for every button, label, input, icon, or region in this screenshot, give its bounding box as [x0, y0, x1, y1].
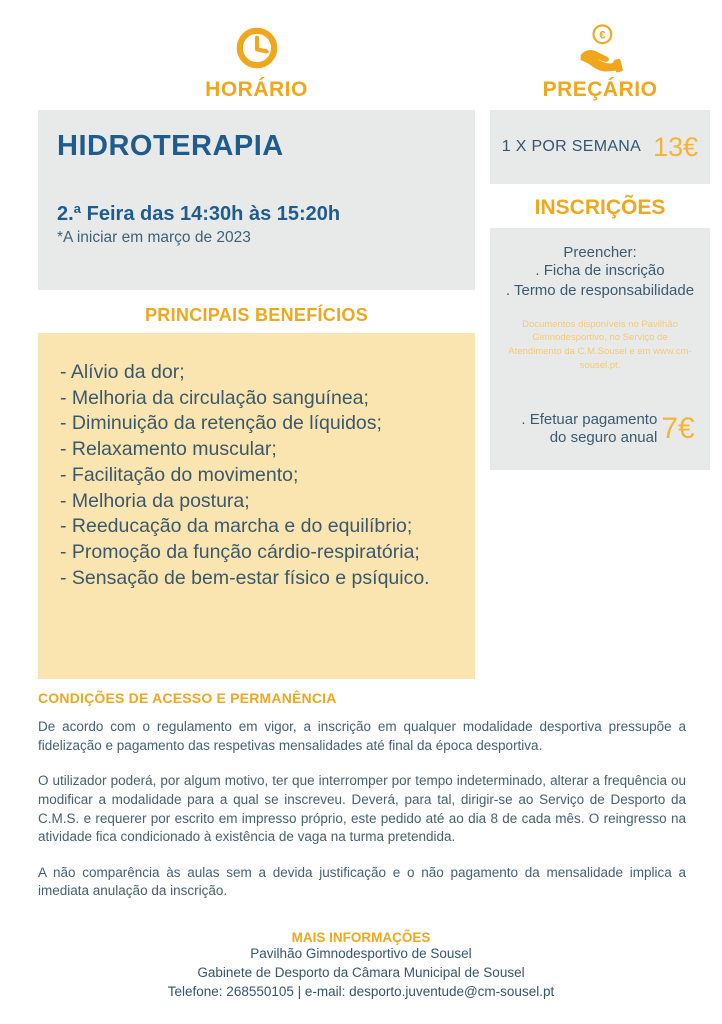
benefit-item: - Alívio da dor;: [60, 361, 185, 383]
start-date-note: *A iniciar em março de 2023: [57, 229, 251, 246]
more-info-heading: MAIS INFORMAÇÕES: [291, 930, 431, 945]
activity-title: HIDROTERAPIA: [57, 130, 284, 162]
horario-section-header: [38, 22, 475, 102]
schedule-time: 2.ª Feira das 14:30h às 15:20h: [57, 203, 341, 225]
document-item: . Termo de responsabilidade: [505, 282, 695, 300]
conditions-paragraph: O utilizador poderá, por algum motivo, ter que interromper por tempo indeterminado, alterar a frequência ou modificar a modalidade para a qual se inscreveu. Deverá, para tal, dirigir-se ao Serviço de Desporto da C.M.S. e requerer por escrito em impresso próprio, este pedido até ao dia 8 de cada mês. O reingresso na atividade fica condicionado à existência de vaga na turma pretendida.: [38, 773, 686, 845]
horario-heading: HORÁRIO: [205, 78, 308, 101]
required-documents-list: [498, 261, 702, 302]
benefit-item: - Melhoria da postura;: [60, 489, 250, 512]
schedule-column: [38, 22, 475, 679]
conditions-section: [38, 690, 686, 901]
benefit-item: - Facilitação do movimento;: [60, 463, 299, 486]
contact-line: Pavilhão Gimnodesportivo de Sousel: [250, 946, 472, 961]
benefits-card: [38, 333, 475, 679]
fill-in-label: Preencher:: [563, 244, 637, 261]
benefit-item: - Relaxamento muscular;: [60, 438, 277, 461]
benefit-item: - Sensação de bem-estar físico e psíquico.: [60, 566, 430, 589]
svg-text:€: €: [599, 29, 606, 42]
document-item: . Ficha de inscrição: [535, 262, 665, 279]
precario-heading: PREÇÁRIO: [542, 78, 658, 101]
documents-availability-note: Documentos disponíveis no Pavilhão Gimnodesportivo, no Serviço de Atendimento da C.M.Sousel e em www.cm-sousel.pt.: [508, 318, 692, 371]
conditions-paragraph: A não comparência às aulas sem a devida justificação e o não pagamento da mensalidade implica a imediata anulação da inscrição.: [38, 864, 686, 899]
inscricoes-heading: INSCRIÇÕES: [534, 196, 666, 219]
benefits-heading: PRINCIPAIS BENEFÍCIOS: [145, 305, 368, 325]
contact-line: Gabinete de Desporto da Câmara Municipal de Sousel: [197, 964, 525, 980]
conditions-paragraph: De acordo com o regulamento em vigor, a inscrição em qualquer modalidade desportiva pressupõe a fidelização e pagamento das respetivas mensalidades até final da época desportiva.: [38, 719, 686, 753]
benefit-item: - Diminuição da retenção de líquidos;: [60, 412, 382, 435]
price-frequency: 1 X POR SEMANA: [501, 138, 642, 155]
insurance-payment-label: . Efetuar pagamento do seguro anual: [521, 410, 658, 447]
clock-icon: [38, 22, 475, 74]
pricing-column: [490, 22, 710, 470]
insurance-payment-row: [498, 411, 702, 449]
contact-lines: [0, 945, 722, 1002]
benefit-item: - Melhoria da circulação sanguínea;: [60, 386, 369, 409]
conditions-heading: CONDIÇÕES DE ACESSO E PERMANÊNCIA: [38, 690, 337, 706]
price-value: 13€: [653, 131, 699, 162]
euro-hand-icon: [490, 22, 710, 74]
price-card: [490, 110, 710, 184]
contact-line: Telefone: 268550105 | e-mail: desporto.juventude@cm-sousel.pt: [167, 983, 555, 999]
inscriptions-card: [490, 228, 710, 470]
benefit-item: - Reeducação da marcha e do equilíbrio;: [60, 515, 413, 538]
insurance-price: 7€: [661, 412, 695, 446]
schedule-card: [38, 110, 475, 290]
contact-footer: [0, 930, 722, 1002]
precario-section-header: [490, 22, 710, 102]
benefit-item: - Promoção da função cárdio-respiratória;: [60, 541, 420, 564]
conditions-paragraphs: [38, 718, 686, 901]
